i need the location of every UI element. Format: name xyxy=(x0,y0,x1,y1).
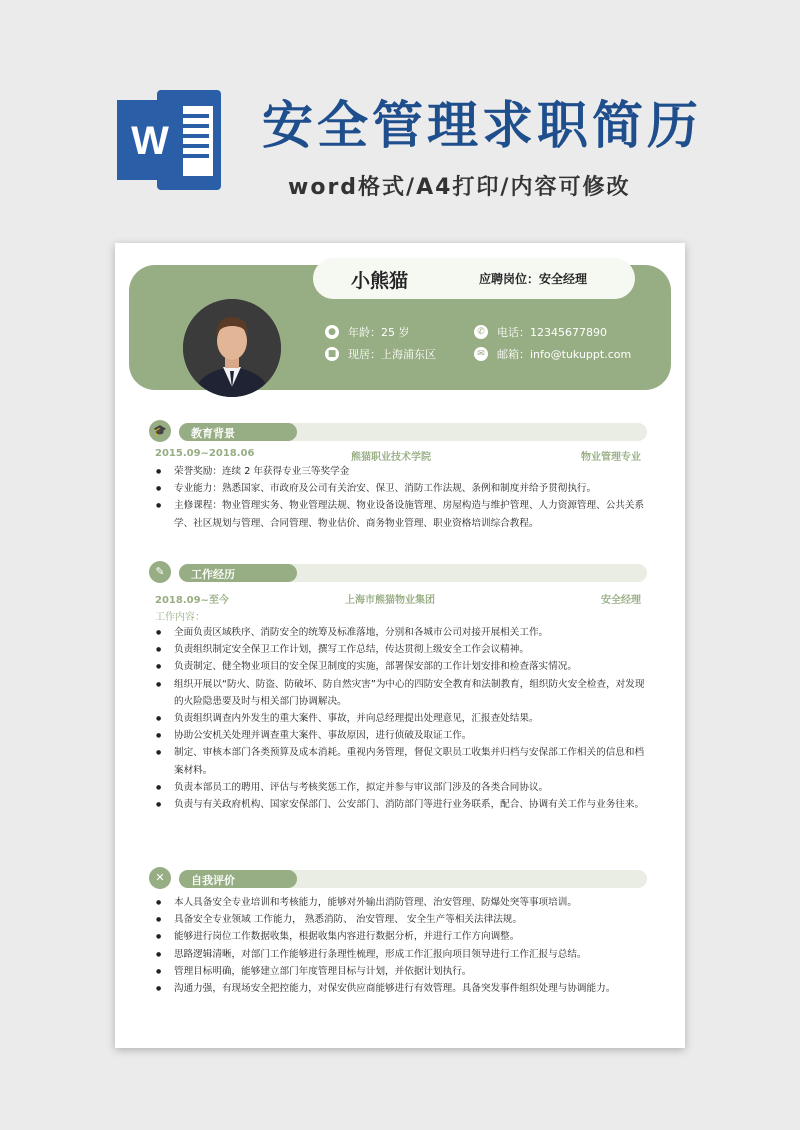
list-item: ● 本人具备安全专业培训和考核能力，能够对外输出消防管理、治安管理、防爆处突等事项培训。 xyxy=(155,894,647,911)
age-info: ● 年龄：25 岁 xyxy=(325,324,410,340)
applied-position: 应聘岗位：安全经理 xyxy=(479,272,588,286)
phone-icon: ✆ xyxy=(474,325,488,339)
company-name: 上海市熊猫物业集团 xyxy=(345,595,435,606)
education-list xyxy=(155,463,647,532)
candidate-name: 小熊猫 xyxy=(351,270,409,292)
list-item: ● 沟通力强，有现场安全把控能力，对保安供应商能够进行有效管理。具备突发事件组织处理与协调能力。 xyxy=(155,980,647,997)
list-item: ● 负责组织制定安全保卫工作计划，撰写工作总结，传达贯彻上级安全工作会议精神。 xyxy=(155,641,647,658)
section-work-header xyxy=(149,564,647,582)
list-item: ● 组织开展以“防火、防盗、防破坏、防自然灾害”为中心的四防安全教育和法制教育，组织防火安全检查，对发现的火险隐患要及时与相关部门协调解决。 xyxy=(155,676,647,710)
list-item: ● 具备安全专业领域 工作能力， 熟悉消防、 治安管理、 安全生产等相关法律法规。 xyxy=(155,911,647,928)
self-eval-list xyxy=(155,894,647,997)
list-item: ● 荣誉奖励：连续 2 年获得专业三等奖学金 xyxy=(155,463,647,480)
email-info: ✉ 邮箱：info@tukuppt.com xyxy=(474,346,631,362)
person-icon: ● xyxy=(325,325,339,339)
phone-info: ✆ 电话：12345677890 xyxy=(474,324,607,340)
list-item: ● 制定、审核本部门各类预算及成本消耗。重视内务管理，督促文职员工收集并归档与安保部工作相关的信息和档案材料。 xyxy=(155,744,647,778)
portrait-photo xyxy=(183,299,281,397)
graduation-cap-icon: 🎓 xyxy=(149,420,171,442)
list-item: ● 负责本部员工的聘用、评估与考核奖惩工作，拟定并参与审议部门涉及的各类合同协议。 xyxy=(155,779,647,796)
section-title: 自我评价 xyxy=(191,874,235,887)
list-item: ● 思路逻辑清晰，对部门工作能够进行条理性梳理，形成工作汇报向项目领导进行工作汇报与总结。 xyxy=(155,946,647,963)
page-subtitle: word格式/A4打印/内容可修改 xyxy=(288,175,631,200)
list-item: ● 能够进行岗位工作数据收集，根据收集内容进行数据分析，并进行工作方向调整。 xyxy=(155,928,647,945)
avatar xyxy=(183,299,281,397)
page-header xyxy=(0,0,800,230)
name-pill xyxy=(313,258,635,299)
section-education-header xyxy=(149,423,647,441)
list-item: ● 主修课程：物业管理实务、物业管理法规、物业设备设施管理、房屋构造与维护管理、人力资源管理、公共关系学、社区规划与管理、合同管理、物业估价、商务物业管理、职业资格培训综合教程。 xyxy=(155,497,647,531)
list-item: ● 专业能力：熟悉国家、市政府及公司有关治安、保卫、消防工作法规、条例和制度并给予贯彻执行。 xyxy=(155,480,647,497)
section-title: 工作经历 xyxy=(191,568,235,581)
work-meta xyxy=(155,591,641,605)
location-icon: ■ xyxy=(325,347,339,361)
resume-page xyxy=(115,243,685,1048)
work-list xyxy=(155,624,647,813)
job-role: 安全经理 xyxy=(601,595,641,606)
school-name: 熊猫职业技术学院 xyxy=(351,452,431,463)
logo-letter: W xyxy=(131,119,169,163)
list-item: ● 全面负责区域秩序、消防安全的统筹及标准落地，分别和各城市公司对接开展相关工作。 xyxy=(155,624,647,641)
education-meta xyxy=(155,448,641,462)
list-item: ● 负责制定、健全物业项目的安全保卫制度的实施，部署保安部的工作计划安排和检查落实情况。 xyxy=(155,658,647,675)
major-name: 物业管理专业 xyxy=(581,452,641,463)
page-title: 安全管理求职简历 xyxy=(262,97,703,156)
work-content-label: 工作内容： xyxy=(155,612,205,623)
tools-icon: ✕ xyxy=(149,867,171,889)
list-item: ● 协助公安机关处理并调查重大案件、事故原因，进行侦破及取证工作。 xyxy=(155,727,647,744)
list-item: ● 负责与有关政府机构、国家安保部门、公安部门、消防部门等进行业务联系，配合、协调有关工作与业务往来。 xyxy=(155,796,647,813)
list-item: ● 负责组织调查内外发生的重大案件、事故，并向总经理提出处理意见，汇报查处结果。 xyxy=(155,710,647,727)
section-title: 教育背景 xyxy=(191,427,235,440)
word-document-icon xyxy=(117,86,225,194)
mail-icon: ✉ xyxy=(474,347,488,361)
education-period: 2015.09~2018.06 xyxy=(155,448,255,459)
pencil-icon: ✎ xyxy=(149,561,171,583)
address-info: ■ 现居：上海浦东区 xyxy=(325,346,436,362)
profile-header xyxy=(129,265,671,390)
list-item: ● 管理目标明确，能够建立部门年度管理目标与计划，并依据计划执行。 xyxy=(155,963,647,980)
work-period: 2018.09~至今 xyxy=(155,595,229,606)
section-self-eval-header xyxy=(149,870,647,888)
